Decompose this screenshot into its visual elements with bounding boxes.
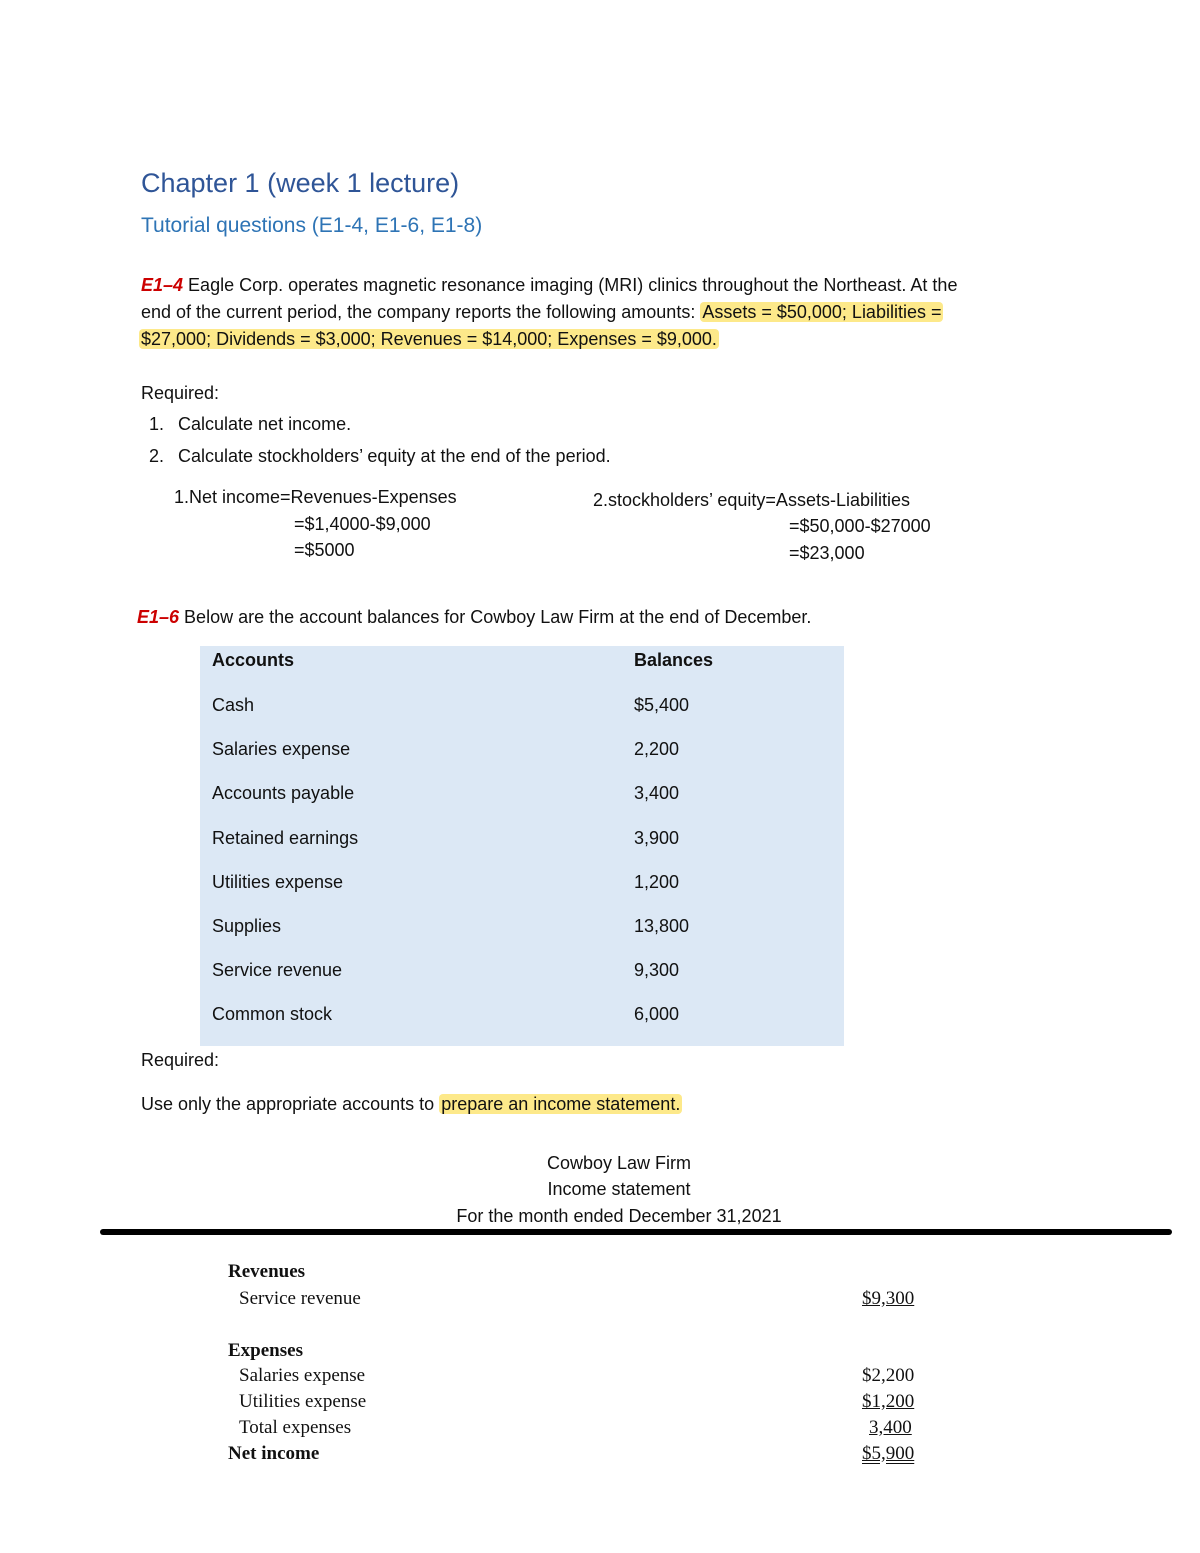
service-revenue-value: $9,300 [862,1288,915,1309]
statement-company: Cowboy Law Firm [546,1153,692,1173]
e14-line3-highlight: $27,000; Dividends = $3,000; Revenues = $14,000; Expenses = $9,000. [141,329,717,349]
table-row-account: Utilities expense [212,872,344,892]
e16-code: E1–6 [137,607,180,627]
table-header-accounts: Accounts [212,650,295,670]
e14-item-2-text: Calculate stockholders’ equity at the end of the period. [178,446,611,466]
table-row-account: Service revenue [212,960,343,980]
total-expenses-value: 3,400 [869,1417,912,1438]
answer1-line1: 1.Net income=Revenues-Expenses [174,487,457,507]
table-row-balance: 13,800 [634,916,690,936]
table-row-balance: 2,200 [634,739,680,759]
e16-intro [137,604,811,630]
answer1-line3: =$5000 [294,540,355,560]
salaries-expense-value: $2,200 [862,1365,915,1386]
table-row-balance: 6,000 [634,1004,680,1024]
answer2-line2: =$50,000-$27000 [789,516,931,536]
table-row-balance: 9,300 [634,960,680,980]
e14-line2 [141,299,943,325]
e16-instruction-highlight: prepare an income statement. [441,1094,681,1114]
e14-line2-text: end of the current period, the company reports the following amounts: [141,302,701,322]
e16-instruction [141,1091,682,1117]
net-income-label: Net income [228,1443,320,1464]
e14-line2-highlight: Assets = $50,000; Liabilities = [702,302,942,322]
statement-name: Income statement [547,1179,691,1199]
e16-required-label: Required: [141,1050,220,1070]
e14-line1-text: Eagle Corp. operates magnetic resonance imaging (MRI) clinics throughout the Northeast. At the [183,275,958,295]
e14-line3 [139,326,719,352]
page-title: Chapter 1 (week 1 lecture) [141,168,460,198]
utilities-expense-label: Utilities expense [239,1391,367,1412]
e14-required-label: Required: [141,383,220,403]
answer2-line1: 2.stockholders’ equity=Assets-Liabilities [593,490,910,510]
revenues-label: Revenues [228,1261,306,1282]
e14-code: E1–4 [141,275,184,295]
table-row-account: Retained earnings [212,828,359,848]
e16-intro-text: Below are the account balances for Cowboy Law Firm at the end of December. [179,607,812,627]
page-subtitle: Tutorial questions (E1-4, E1-6, E1-8) [141,214,483,237]
statement-divider [100,1229,1172,1235]
table-row-account: Common stock [212,1004,333,1024]
table-header-balances: Balances [634,650,714,670]
e16-instruction-text: Use only the appropriate accounts to [141,1094,440,1114]
table-row-balance: $5,400 [634,695,690,715]
service-revenue-label: Service revenue [239,1288,361,1309]
net-income-value: $5,900 [862,1443,915,1464]
utilities-expense-value: $1,200 [862,1391,915,1412]
e14-line1 [141,272,957,298]
salaries-expense-label: Salaries expense [239,1365,366,1386]
total-expenses-label: Total expenses [239,1417,352,1438]
e14-item-1-num: 1. [149,414,165,434]
table-row-account: Supplies [212,916,282,936]
expenses-label: Expenses [228,1340,303,1361]
table-row-balance: 3,400 [634,783,680,803]
e14-item-1-text: Calculate net income. [178,414,352,434]
table-row-balance: 1,200 [634,872,680,892]
table-row-account: Accounts payable [212,783,355,803]
table-row-account: Cash [212,695,255,715]
e14-item-2-num: 2. [149,446,165,466]
table-row-account: Salaries expense [212,739,351,759]
answer2-line3: =$23,000 [789,543,865,563]
statement-period: For the month ended December 31,2021 [456,1206,782,1226]
answer1-line2: =$1,4000-$9,000 [294,514,431,534]
table-row-balance: 3,900 [634,828,680,848]
